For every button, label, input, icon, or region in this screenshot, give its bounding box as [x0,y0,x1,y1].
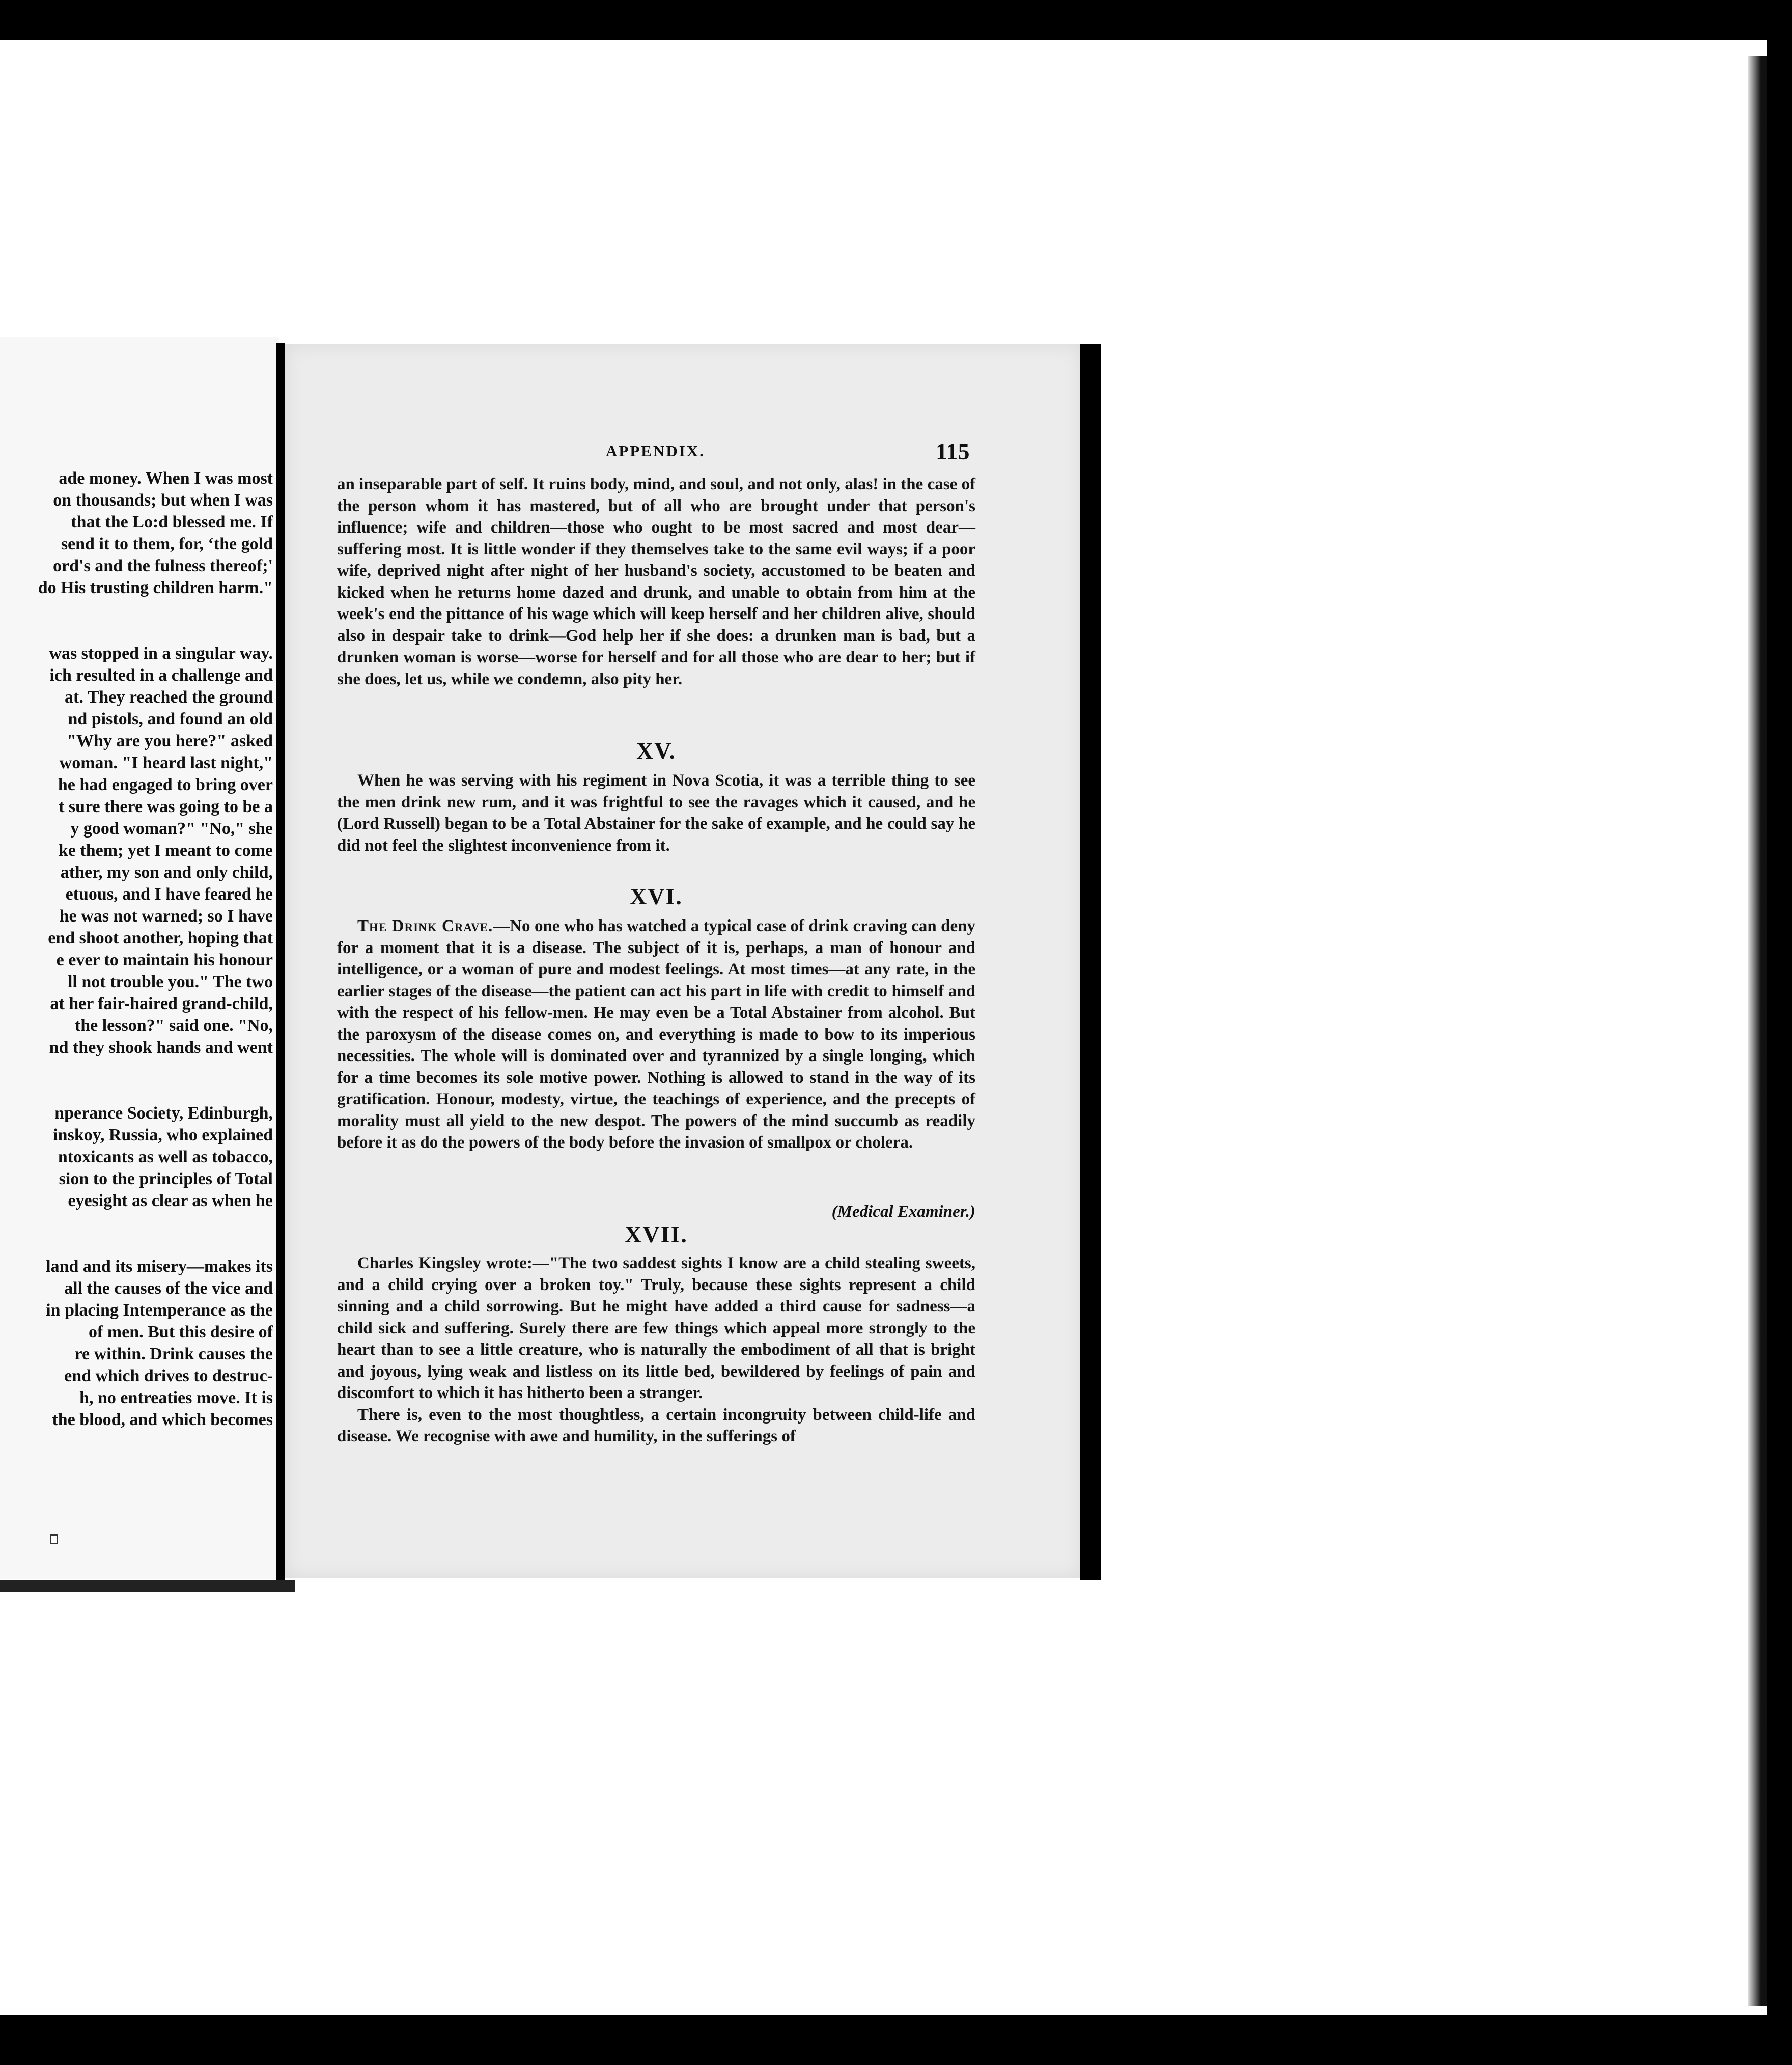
left-page-line: the blood, and which becomes [52,1410,273,1429]
paragraph-xvii [337,1252,975,1447]
paragraph-text: an inseparable part of self. It ruins body, mind, and soul, and not only, alas! in the case of the person whom it has mastered, but of all who are brought under that person's influence; wife and children—those who ought to be most sacred and most dear—suffering most. It is little wonder if they themselves take to the same evil ways; if a poor wife, deprived night after night of her husband's society, accustomed to be beaten and kicked when he returns home dazed and drunk, and unable to obtain from him at the week's end the pittance of his wage which will keep herself and her children alive, should also in despair take to drink—God help her if she does: a drunken man is bad, but a drunken woman is worse—worse for herself and for all those who are dear to her; but if she does, let us, while we condemn, also pity her. [337,475,975,688]
left-page-line: on thousands; but when I was [53,491,273,510]
section-heading-xv: XV. [636,738,676,764]
left-page-line: y good woman?" "No," she [70,819,273,838]
left-page-line: he was not warned; so I have [59,907,273,926]
left-page-line: eyesight as clear as when he [68,1191,273,1210]
left-page-line: the lesson?" said one. "No, [74,1016,273,1035]
left-page-line: end which drives to destruc- [64,1366,273,1385]
left-page-line: send it to them, for, ‘the gold [61,535,273,553]
left-page-line: ade money. When I was most [59,469,273,488]
scan-right-edge [1748,56,1767,2006]
paragraph-text: Charles Kingsley wrote:—"The two saddest sights I know are a child stealing sweets, and a child crying over a broken toy." Truly, because these sights represent a child sinning and a child sorrowing. But he might have added a third cause for sadness—a child sick and suffering. Surely there are few things which appeal more strongly to the heart than to see a little creature, who is naturally the embodiment of all that is bright and joyous, lying weak and listless on its little bed, bewildered by feelings of pain and discomfort to which it has hitherto been a stranger. [337,1254,975,1402]
left-page-line: land and its misery—makes its [46,1257,273,1276]
citation-medical-examiner: (Medical Examiner.) [831,1203,975,1221]
left-page-line: that the Lo:d blessed me. If [71,513,273,532]
left-page-line: all the causes of the vice and [64,1279,273,1298]
left-block-d [0,1255,273,1431]
left-page-line: e ever to maintain his honour [56,951,273,969]
paragraph-xvi [337,915,975,1154]
left-page-line: at. They reached the ground [65,688,273,707]
left-page-line: ich resulted in a challenge and [49,666,273,685]
scan-bottom-border [0,2016,1792,2065]
book-gutter [276,343,285,1580]
paragraph-text: There is, even to the most thoughtless, a certain incongruity between child-life and disease. We recognise with awe and humility, in the sufferings of [337,1405,975,1445]
left-page-line: end shoot another, hoping that [48,929,273,947]
paragraph-text: —No one who has watched a typical case of drink craving can deny for a moment that it is a disease. The subject of it is, perhaps, a man of honour and intelligence, or a woman of pure and modest feelings. At most times—at any rate, in the earlier stages of the disease—the patient can act his part in life with credit to himself and with the respect of his fellow-men. He may even be a Total Abstainer from alcohol. But the paroxysm of the disease comes on, and everything is made to bow to its imperious necessities. The whole will is dominated over and tyrannized by a single longing, which for a time becomes its sole motive power. Nothing is allowed to stand in the way of its gratification. Honour, modesty, virtue, the teachings of experience, and the precepts of morality must all yield to the new despot. The powers of the mind succumb as readily before it as do the powers of the body before the invasion of smallpox or cholera. [337,917,976,1152]
left-page-line: do His trusting children harm." [38,578,273,597]
left-page-line: h, no entreaties move. It is [79,1388,273,1407]
left-block-a [0,467,273,599]
left-page-line: ke them; yet I meant to come [58,841,273,860]
right-page-edge [1080,344,1101,1580]
left-page-line: at her fair-haired grand-child, [50,994,273,1013]
left-block-c [0,1102,273,1212]
left-page-line: ather, my son and only child, [60,863,273,882]
left-page-line: t sure there was going to be a [59,797,273,816]
paragraph-xv [337,770,975,856]
left-page-line: of men. But this desire of [88,1323,273,1342]
left-page [0,337,279,1579]
section-heading-xvi: XVI. [630,883,683,909]
left-page-line: inskoy, Russia, who explained [53,1126,273,1145]
left-page-line: nd they shook hands and went [49,1038,273,1057]
left-page-text [0,467,273,1431]
left-page-line: etuous, and I have feared he [65,885,273,904]
left-page-line: nperance Society, Edinburgh, [54,1104,273,1123]
left-page-line: in placing Intemperance as the [46,1301,273,1320]
left-page-line: he had engaged to bring over [58,775,273,794]
paragraph-lead: The Drink Crave. [357,917,493,935]
paragraph-text: When he was serving with his regiment in Nova Scotia, it was a terrible thing to see the men drink new rum, and it was frightful to see the ravages which it caused, and he (Lord Russell) began to be a Total Abstainer for the sake of example, and he could say he did not feel the slightest inconvenience from it. [337,771,975,855]
left-page-line: ll not trouble you." The two [67,972,273,991]
running-head: APPENDIX. [606,442,705,460]
left-page-line: nd pistols, and found an old [68,710,273,729]
left-block-b [0,643,273,1058]
book-bottom-edge [0,1580,295,1592]
paragraph-xiv-continued [337,473,975,690]
page-number: 115 [936,438,970,464]
left-page-line: ord's and the fulness thereof;' [53,556,273,575]
left-page-line: re within. Drink causes the [74,1345,273,1363]
scan-speck [499,4,504,14]
section-heading-xvii: XVII. [625,1221,688,1247]
left-page-line: was stopped in a singular way. [49,644,273,663]
left-page-line: "Why are you here?" asked [67,732,273,750]
left-page-line: ntoxicants as well as tobacco, [58,1148,273,1166]
left-page-line: woman. "I heard last night," [59,754,273,772]
scan-speck [50,1534,58,1544]
left-page-line: sion to the principles of Total [59,1169,273,1188]
